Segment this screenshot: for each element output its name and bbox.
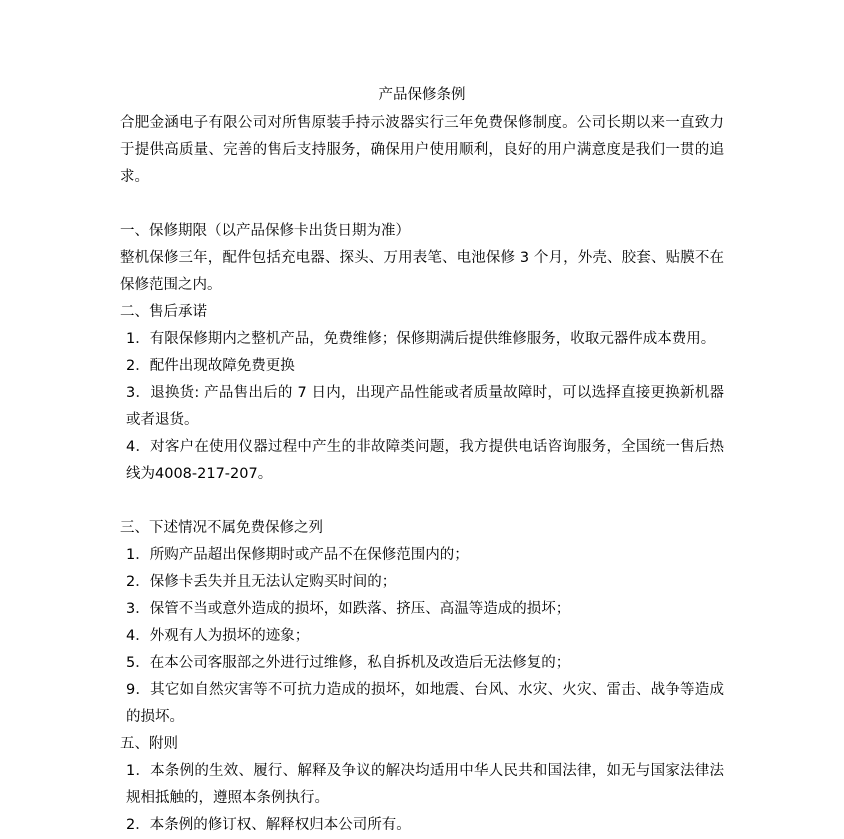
- list-item: 2．保修卡丢失并且无法认定购买时间的；: [126, 574, 397, 590]
- list-item: 1．所购产品超出保修期时或产品不在保修范围内的；: [126, 547, 469, 563]
- section-spacer: [120, 488, 724, 515]
- page-title: 产品保修条例: [378, 87, 466, 103]
- list-item: 2．本条例的修订权、解释权归本公司所有。: [126, 817, 411, 833]
- section-heading-supplementary: 五、附则: [120, 736, 178, 752]
- list-item: 3．退换货: 产品售出后的 7 日内，出现产品性能或者质量故障时，可以选择直接更换新机器或者退货。: [126, 385, 724, 428]
- section-heading-warranty-period: 一、保修期限（以产品保修卡出货日期为准）: [120, 223, 410, 239]
- section-heading-exclusions: 三、下述情况不属免费保修之列: [120, 520, 323, 536]
- list-item: 5．在本公司客服部之外进行过维修，私自拆机及改造后无法修复的；: [126, 655, 571, 671]
- list-item: 1．有限保修期内之整机产品，免费维修；保修期满后提供维修服务，收取元器件成本费用。: [126, 331, 716, 347]
- list-item: 1．本条例的生效、履行、解释及争议的解决均适用中华人民共和国法律，如无与国家法律法规相抵触的，遵照本条例执行。: [126, 763, 724, 806]
- list-item: 4．对客户在使用仪器过程中产生的非故障类问题，我方提供电话咨询服务，全国统一售后热线为4008-217-207。: [126, 439, 724, 482]
- section-spacer: [120, 191, 724, 218]
- list-item: 4．外观有人为损坏的迹象；: [126, 628, 310, 644]
- section-heading-after-sales: 二、售后承诺: [120, 304, 207, 320]
- list-item: 整机保修三年，配件包括充电器、探头、万用表笔、电池保修 3 个月，外壳、胶套、贴膜不在保修范围之内。: [120, 250, 724, 293]
- list-item: 2．配件出现故障免费更换: [126, 358, 295, 374]
- intro-paragraph: 合肥金涵电子有限公司对所售原装手持示波器实行三年免费保修制度。公司长期以来一直致力于提供高质量、完善的售后支持服务，确保用户使用顺利，良好的用户满意度是我们一贯的追求。: [120, 115, 724, 185]
- list-item: 9．其它如自然灾害等不可抗力造成的损坏，如地震、台风、水灾、火灾、雷击、战争等造成的损坏。: [126, 682, 724, 725]
- list-item: 3．保管不当或意外造成的损坏，如跌落、挤压、高温等造成的损坏；: [126, 601, 571, 617]
